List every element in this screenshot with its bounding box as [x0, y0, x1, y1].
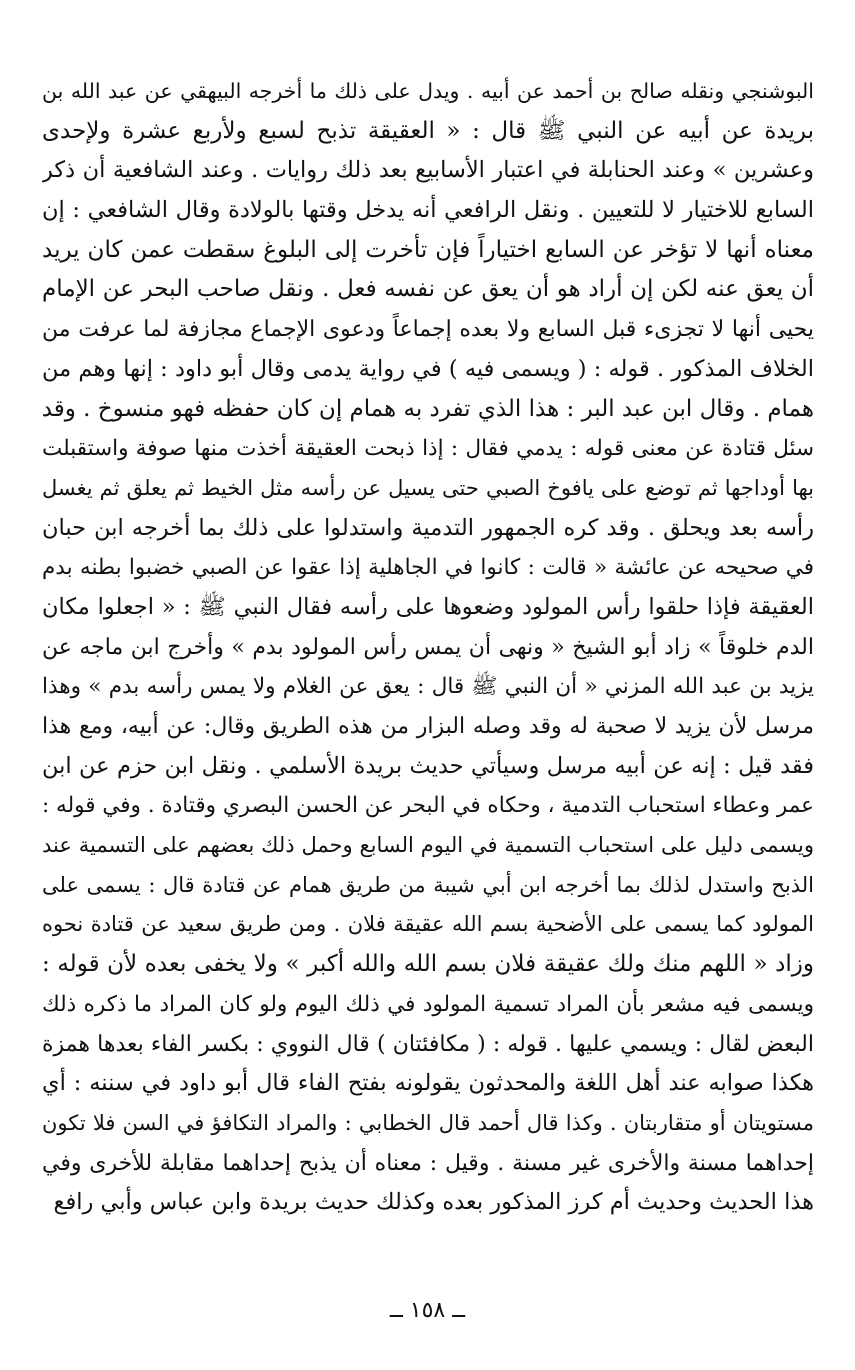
text-line: هكذا صوابه عند أهل اللغة والمحدثون يقولونه بفتح الفاء قال أبو داود في سننه : أي [42, 1070, 814, 1097]
text-line: ويسمى فيه مشعر بأن المراد تسمية المولود في ذلك اليوم ولو كان المراد ما ذكره ذلك [42, 991, 814, 1017]
text-line: رأسه بعد ويحلق . وقد كره الجمهور التدمية واستدلوا على ذلك بما أخرجه ابن حبان [42, 514, 814, 541]
text-line: العقيقة فإذا حلقوا رأس المولود وضعوها على رأسه فقال النبي ﷺ : « اجعلوا مكان [42, 593, 814, 620]
text-line: معناه أنها لا تؤخر عن السابع اختياراً فإن تأخرت إلى البلوغ سقطت عمن كان يريد [42, 236, 814, 263]
text-line: ويسمى دليل على استحباب التسمية في اليوم السابع وحمل ذلك بعضهم على التسمية عند [42, 833, 814, 858]
text-line: وزاد « اللهم منك ولك عقيقة فلان بسم الله والله أكبر » ولا يخفى بعده لأن قوله : [42, 951, 814, 978]
text-line: مستويتان أو متقاربتان . وكذا قال أحمد قال الخطابي : والمراد التكافؤ في السن فلا تكون [42, 1110, 814, 1135]
text-line: السابع للاختيار لا للتعيين . ونقل الرافعي أنه يدخل وقتها بالولادة وقال الشافعي : إن [42, 197, 814, 224]
text-line: البعض لقال : ويسمي عليها . قوله : ( مكافئتان ) قال النووي : بكسر الفاء بعدها همزة [42, 1031, 814, 1057]
text-line: الخلاف المذكور . قوله : ( ويسمى فيه ) في رواية يدمى وقال أبو داود : إنها وهم من [42, 355, 814, 382]
text-line: مرسل لأن يزيد لا صحبة له وقد وصله البزار من هذه الطريق وقال: عن أبيه، ومع هذا [42, 714, 814, 739]
text-line: بها أوداجها ثم توضع على يافوخ الصبي حتى يسيل عن رأسه مثل الخيط ثم يعلق ثم يغسل [42, 475, 814, 500]
text-line: بريدة عن أبيه عن النبي ﷺ قال : « العقيقة تذبح لسبع ولأربع عشرة ولإحدى [42, 117, 814, 144]
text-line: همام . وقال ابن عبد البر : هذا الذي تفرد به همام إن كان حفظه فهو منسوخ . وقد [42, 395, 814, 422]
text-line: الذبح واستدل لذلك بما أخرجه ابن أبي شيبة من طريق همام عن قتادة قال : يسمى على [42, 872, 814, 897]
text-line: أن يعق عنه لكن إن أراد هو أن يعق عن نفسه فعل . ونقل صاحب البحر عن الإمام [42, 276, 814, 303]
text-line: هذا الحديث وحديث أم كرز المذكور بعده وكذلك حديث بريدة وابن عباس وأبي رافع [53, 1189, 814, 1216]
text-line: إحداهما مسنة والأخرى غير مسنة . وقيل : معناه أن يذبح إحداهما مقابلة للأخرى وفي [42, 1150, 814, 1176]
text-line: يحيى أنها لا تجزىء قبل السابع ولا بعده إجماعاً ودعوى الإجماع مجازفة لما عرفت من [42, 317, 814, 343]
text-line: الدم خلوقاً » زاد أبو الشيخ « ونهى أن يمس رأس المولود بدم » وأخرج ابن ماجه عن [42, 634, 814, 660]
body-text [42, 72, 814, 1223]
text-line: في صحيحه عن عائشة « قالت : كانوا في الجاهلية إذا عقوا عن الصبي خضبوا بطنه بدم [42, 555, 814, 581]
text-line: فقد قيل : إنه عن أبيه مرسل وسيأتي حديث بريدة الأسلمي . ونقل ابن حزم عن ابن [42, 752, 814, 779]
text-line: وعشرين » وعند الحنابلة في اعتبار الأسابيع بعد ذلك روايات . وعند الشافعية أن ذكر [42, 157, 814, 184]
text-line: المولود كما يسمى على الأضحية بسم الله عقيقة فلان . ومن طريق سعيد عن قتادة نحوه [42, 912, 814, 937]
text-line: سئل قتادة عن معنى قوله : يدمي فقال : إذا ذبحت العقيقة أخذت منها صوفة واستقبلت [42, 436, 814, 462]
text-line: يزيد بن عبد الله المزني « أن النبي ﷺ قال : يعق عن الغلام ولا يمس رأسه بدم » وهذا [42, 674, 814, 700]
text-line: عمر وعطاء استحباب التدمية ، وحكاه في البحر عن الحسن البصري وقتادة . وفي قوله : [42, 793, 814, 819]
page-number: ــ ١٥٨ ــ [389, 1298, 466, 1323]
text-line: البوشنجي ونقله صالح بن أحمد عن أبيه . ويدل على ذلك ما أخرجه البيهقي عن عبد الله بن [42, 79, 814, 103]
